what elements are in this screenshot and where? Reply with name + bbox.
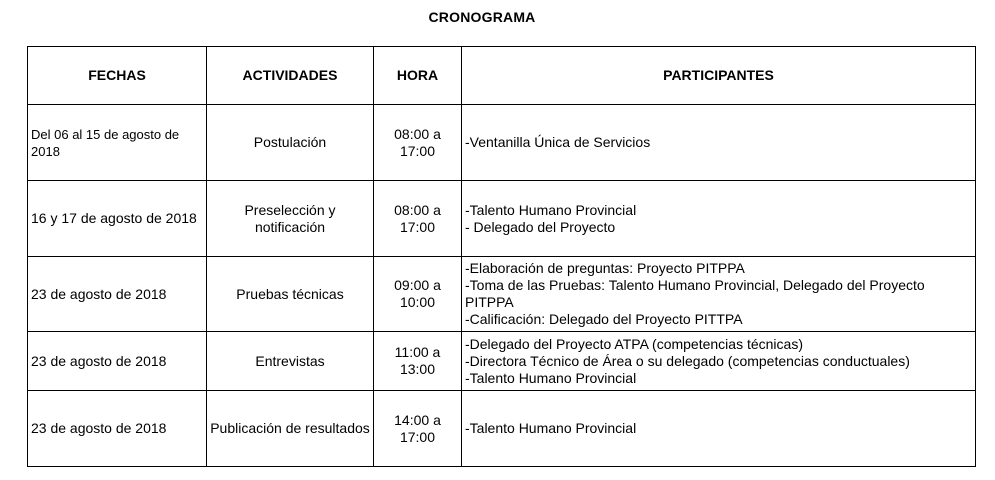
participant-line: -Elaboración de preguntas: Proyecto PITPPA <box>465 260 745 276</box>
cell-hora: 14:00 a 17:00 <box>374 391 462 467</box>
participant-line: -Toma de las Pruebas: Talento Humano Provincial, Delegado del Proyecto PITPPA <box>465 277 925 310</box>
page-title: CRONOGRAMA <box>428 9 536 25</box>
cell-actividad: Preselección y notificación <box>207 181 374 257</box>
table-header-row <box>28 47 976 105</box>
table-row <box>28 332 976 391</box>
header-participantes: PARTICIPANTES <box>462 47 976 105</box>
table-row <box>28 181 976 257</box>
participant-line: -Delegado del Proyecto ATPA (competencias técnicas) <box>465 335 803 352</box>
cell-hora: 11:00 a 13:00 <box>374 332 462 391</box>
cell-participantes <box>462 105 976 181</box>
cell-actividad: Pruebas técnicas <box>207 257 374 332</box>
table-row <box>28 105 976 181</box>
participant-line: -Talento Humano Provincial <box>465 420 637 436</box>
participant-line: -Talento Humano Provincial <box>465 369 637 386</box>
cell-participantes <box>462 257 976 332</box>
cell-fecha: 16 y 17 de agosto de 2018 <box>28 181 207 257</box>
cell-fecha: 23 de agosto de 2018 <box>28 391 207 467</box>
cell-hora: 08:00 a 17:00 <box>374 105 462 181</box>
cell-fecha: 23 de agosto de 2018 <box>28 257 207 332</box>
cell-actividad: Publicación de resultados <box>207 391 374 467</box>
header-actividades: ACTIVIDADES <box>207 47 374 105</box>
cell-actividad: Entrevistas <box>207 332 374 391</box>
cell-participantes <box>462 391 976 467</box>
participant-line: -Ventanilla Única de Servicios <box>465 134 651 150</box>
participant-line: - Delegado del Proyecto <box>465 218 616 235</box>
table-row <box>28 391 976 467</box>
cell-participantes <box>462 181 976 257</box>
table-row <box>28 257 976 332</box>
participant-line: -Calificación: Delegado del Proyecto PITTPA <box>465 311 743 327</box>
cell-participantes <box>462 332 976 391</box>
cell-fecha: Del 06 al 15 de agosto de 2018 <box>28 105 207 181</box>
participant-line: -Talento Humano Provincial <box>465 201 637 218</box>
header-hora: HORA <box>374 47 462 105</box>
participant-line: -Directora Técnico de Área o su delegado (competencias conductuales) <box>465 352 910 369</box>
header-fechas: FECHAS <box>28 47 207 105</box>
schedule-table <box>27 46 976 467</box>
cell-hora: 09:00 a 10:00 <box>374 257 462 332</box>
cell-hora: 08:00 a 17:00 <box>374 181 462 257</box>
cell-fecha: 23 de agosto de 2018 <box>28 332 207 391</box>
cell-actividad: Postulación <box>207 105 374 181</box>
